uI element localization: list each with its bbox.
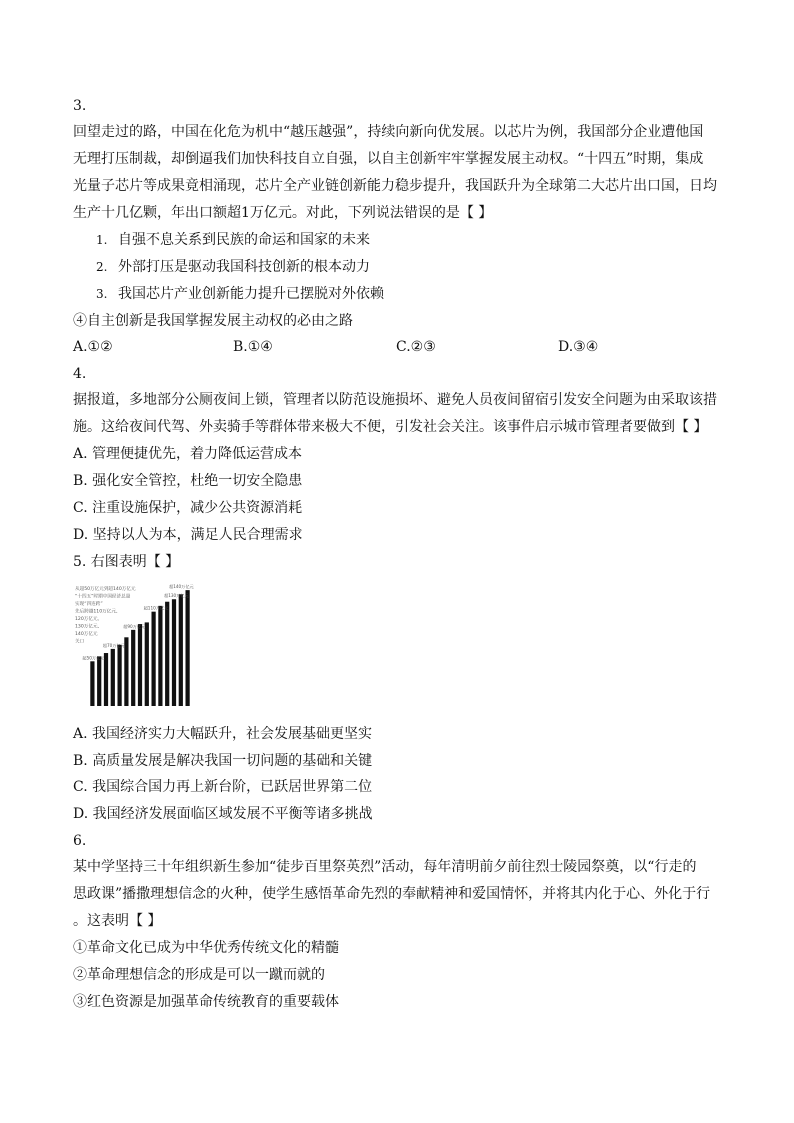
q5-option-c: C. 我国综合国力再上新台阶，已跃居世界第二位 (73, 779, 373, 795)
q6-item-1: ①革命文化已成为中华优秀传统文化的精髓 (73, 940, 339, 956)
chart-bar (151, 612, 155, 706)
q5-option-b: B. 高质量发展是解决我国一切问题的基础和关键 (73, 753, 373, 769)
q3-number: 3. (73, 98, 87, 114)
chart-bar (117, 645, 121, 706)
q3-item-3-number: 3. (96, 287, 108, 301)
q5-option-d: D. 我国经济发展面临区域发展不平衡等诸多挑战 (73, 806, 373, 822)
chart-bar (179, 594, 183, 706)
q3-option-a: A.①② (73, 339, 113, 355)
chart-annotation: 关口 (75, 639, 85, 645)
chart-bar-label: 超130万亿元 (164, 593, 189, 599)
gdp-growth-chart (73, 578, 195, 710)
chart-bar (124, 637, 128, 706)
q4-option-d: D. 坚持以人为本，满足人民合理需求 (73, 527, 303, 543)
q4-stem-line-2: 施。这给夜间代驾、外卖骑手等群体带来极大不便，引发社会关注。该事件启示城市管理者要做到【 】 (73, 419, 708, 435)
chart-bar (138, 624, 142, 706)
q5-option-a: A. 我国经济实力大幅跃升，社会发展基础更坚实 (73, 726, 373, 742)
q6-item-2: ②革命理想信念的形成是可以一蹴而就的 (73, 967, 325, 983)
q4-number: 4. (73, 366, 87, 382)
q4-stem-line-1: 据报道，多地部分公厕夜间上锁，管理者以防范设施损坏、避免人员夜间留宿引发安全问题为由采取该措 (73, 392, 717, 408)
chart-bar (131, 630, 135, 706)
chart-bar (111, 649, 115, 706)
chart-bar (90, 661, 94, 706)
q5-stem: 5. 右图表明【 】 (73, 554, 180, 570)
q3-item-4: ④自主创新是我国掌握发展主动权的必由之路 (73, 313, 353, 329)
q3-option-b: B.①④ (233, 339, 273, 355)
chart-annotation: 从超50万亿元到超140万亿元 (75, 587, 136, 592)
q6-stem-line-3: 。这表明【 】 (73, 913, 162, 929)
chart-bar (145, 622, 149, 706)
q4-option-a: A. 管理便捷优先，着力降低运营成本 (73, 446, 303, 462)
q4-option-b: B. 强化安全管控，杜绝一切安全隐患 (73, 473, 303, 489)
q6-stem-line-2: 思政课”播撒理想信念的火种，使学生感悟革命先烈的奉献精神和爱国情怀，并将其内化于心、外化于行 (73, 886, 711, 902)
chart-bar (185, 590, 189, 706)
q3-item-3 (96, 284, 384, 304)
q6-item-3: ③红色资源是加强革命传统教育的重要载体 (73, 994, 339, 1010)
q4-option-c: C. 注重设施保护，减少公共资源消耗 (73, 500, 303, 516)
q3-stem-line-4: 生产十几亿颗，年出口额超1万亿元。对此，下列说法错误的是【 】 (73, 205, 493, 221)
q3-stem-line-1: 回望走过的路，中国在化危为机中“越压越强”，持续向新向优发展。以芯片为例，我国部分企业遭他国 (73, 124, 704, 140)
q3-stem-line-2: 无理打压制裁，却倒逼我们加快科技自立自强，以自主创新牢牢掌握发展主动权。“十四五”时期，集成 (73, 151, 704, 167)
q3-item-1-text: 自强不息关系到民族的命运和国家的未来 (118, 232, 370, 248)
q3-item-2-text: 外部打压是驱动我国科技创新的根本动力 (118, 259, 370, 275)
q3-option-d: D.③④ (558, 339, 599, 355)
chart-annotation: 先后跨越110万亿元、 (75, 609, 121, 615)
q3-option-c: C.②③ (396, 339, 436, 355)
chart-bar (172, 599, 176, 706)
chart-bar-label: 超140万亿元 (169, 584, 194, 590)
chart-bar (104, 653, 108, 706)
q3-stem-line-3: 光量子芯片等成果竟相涌现，芯片全产业链创新能力稳步提升，我国跃升为全球第二大芯片出口国，日均 (73, 178, 717, 194)
chart-bar-label: 超90万亿元 (123, 623, 146, 629)
q3-item-1 (96, 230, 370, 250)
q6-stem-line-1: 某中学坚持三十年组织新生参加“徒步百里祭英烈”活动，每年清明前夕前往烈士陵园祭奠，以“行走的 (73, 859, 697, 875)
chart-bar (165, 602, 169, 706)
chart-annotation: 140万亿元 (75, 632, 98, 637)
chart-annotation: 120万亿元、 (75, 617, 103, 622)
q3-item-1-number: 1. (96, 233, 108, 247)
chart-bar (158, 606, 162, 706)
q6-number: 6. (73, 833, 87, 849)
q3-item-2-number: 2. (96, 260, 108, 274)
chart-annotation: 实现“四连跨” (75, 602, 103, 607)
chart-bar (97, 656, 101, 706)
q3-item-2 (96, 257, 370, 277)
chart-annotation: 130万亿元、 (75, 624, 103, 630)
chart-svg (73, 578, 195, 710)
chart-bar-label: 超70万亿元 (102, 642, 125, 648)
chart-annotation: “十四五”时期中国经济总量 (75, 594, 131, 600)
q3-item-3-text: 我国芯片产业创新能力提升已摆脱对外依赖 (118, 286, 384, 302)
chart-bar-label: 超50万亿元 (82, 655, 105, 661)
chart-bar-label: 超110万亿元 (143, 605, 169, 611)
